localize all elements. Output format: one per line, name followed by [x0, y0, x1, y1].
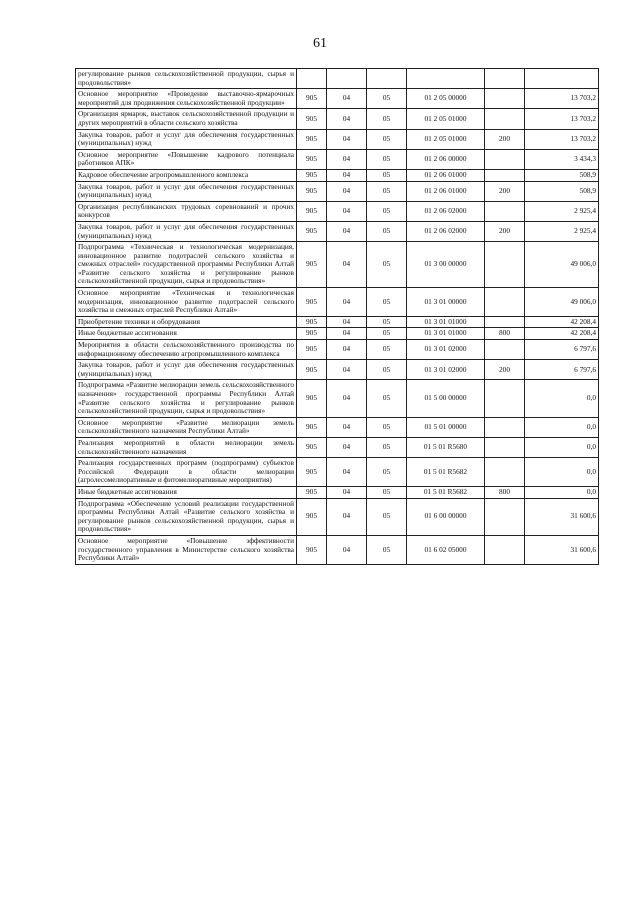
admin-code-cell: 905 — [297, 316, 327, 328]
subsection-code-cell: 05 — [367, 288, 407, 317]
expense-name-cell: Закупка товаров, работ и услуг для обеспечения государственных (муниципальных) нужд — [76, 360, 297, 380]
amount-cell: 6 797,6 — [525, 360, 599, 380]
subsection-code-cell: 05 — [367, 328, 407, 340]
section-code-cell: 04 — [327, 535, 367, 564]
amount-cell: 3 434,3 — [525, 149, 599, 169]
table-row — [76, 535, 599, 564]
expense-name-cell: Иные бюджетные ассигнования — [76, 486, 297, 498]
target-article-cell: 01 3 01 02000 — [407, 360, 485, 380]
section-code-cell: 04 — [327, 89, 367, 109]
table-row — [76, 360, 599, 380]
table-row — [76, 437, 599, 457]
section-code-cell: 04 — [327, 437, 367, 457]
admin-code-cell: 905 — [297, 417, 327, 437]
table-row — [76, 458, 599, 487]
expense-type-cell — [485, 498, 525, 535]
expense-type-cell — [485, 316, 525, 328]
subsection-code-cell — [367, 69, 407, 89]
admin-code-cell: 905 — [297, 328, 327, 340]
table-row — [76, 316, 599, 328]
expense-name-cell: Основное мероприятие «Повышение кадрового потенциала работников АПК» — [76, 149, 297, 169]
subsection-code-cell: 05 — [367, 129, 407, 149]
table-row — [76, 201, 599, 221]
amount-cell: 49 006,0 — [525, 242, 599, 288]
target-article-cell: 01 6 00 00000 — [407, 498, 485, 535]
table-row — [76, 486, 599, 498]
subsection-code-cell: 05 — [367, 169, 407, 181]
admin-code-cell: 905 — [297, 535, 327, 564]
subsection-code-cell: 05 — [367, 316, 407, 328]
subsection-code-cell: 05 — [367, 340, 407, 360]
amount-cell: 13 703,2 — [525, 129, 599, 149]
expense-type-cell — [485, 288, 525, 317]
subsection-code-cell: 05 — [367, 498, 407, 535]
section-code-cell — [327, 69, 367, 89]
admin-code-cell: 905 — [297, 129, 327, 149]
section-code-cell: 04 — [327, 498, 367, 535]
admin-code-cell: 905 — [297, 498, 327, 535]
amount-cell: 42 208,4 — [525, 316, 599, 328]
expense-type-cell — [485, 201, 525, 221]
target-article-cell: 01 5 01 R5682 — [407, 486, 485, 498]
section-code-cell: 04 — [327, 201, 367, 221]
amount-cell: 49 006,0 — [525, 288, 599, 317]
expense-type-cell: 800 — [485, 328, 525, 340]
amount-cell: 2 925,4 — [525, 201, 599, 221]
subsection-code-cell: 05 — [367, 89, 407, 109]
admin-code-cell: 905 — [297, 169, 327, 181]
target-article-cell: 01 2 06 01000 — [407, 169, 485, 181]
amount-cell: 31 600,6 — [525, 498, 599, 535]
expense-type-cell: 800 — [485, 486, 525, 498]
target-article-cell: 01 5 01 00000 — [407, 417, 485, 437]
section-code-cell: 04 — [327, 486, 367, 498]
table-row — [76, 149, 599, 169]
expense-type-cell — [485, 458, 525, 487]
page-number: 61 — [313, 36, 327, 51]
expense-type-cell — [485, 169, 525, 181]
admin-code-cell: 905 — [297, 360, 327, 380]
expense-type-cell — [485, 437, 525, 457]
target-article-cell: 01 3 00 00000 — [407, 242, 485, 288]
admin-code-cell: 905 — [297, 201, 327, 221]
admin-code-cell: 905 — [297, 242, 327, 288]
target-article-cell: 01 5 01 R5680 — [407, 437, 485, 457]
expense-name-cell: Подпрограмма «Развитие мелиорации земель сельскохозяйственного назначения» государственной программы Республики Алтай «Развитие сельского хозяйства и регулирование рынков сельскохозяйственной продукции, сырья и продовольствия» — [76, 380, 297, 417]
target-article-cell: 01 2 06 01000 — [407, 181, 485, 201]
subsection-code-cell: 05 — [367, 360, 407, 380]
table-row — [76, 69, 599, 89]
subsection-code-cell: 05 — [367, 437, 407, 457]
subsection-code-cell: 05 — [367, 535, 407, 564]
expense-type-cell — [485, 69, 525, 89]
amount-cell — [525, 69, 599, 89]
target-article-cell: 01 5 01 R5682 — [407, 458, 485, 487]
admin-code-cell: 905 — [297, 340, 327, 360]
table-row — [76, 109, 599, 129]
expense-name-cell: Приобретение техники и оборудования — [76, 316, 297, 328]
subsection-code-cell: 05 — [367, 149, 407, 169]
amount-cell: 0,0 — [525, 380, 599, 417]
admin-code-cell: 905 — [297, 181, 327, 201]
expense-name-cell: Организация республиканских трудовых соревнований и прочих конкурсов — [76, 201, 297, 221]
expense-name-cell: Основное мероприятие «Развитие мелиорации земель сельскохозяйственного назначения Республики Алтай» — [76, 417, 297, 437]
expense-name-cell: Закупка товаров, работ и услуг для обеспечения государственных (муниципальных) нужд — [76, 221, 297, 241]
budget-table — [75, 68, 599, 565]
subsection-code-cell: 05 — [367, 181, 407, 201]
amount-cell: 31 600,6 — [525, 535, 599, 564]
expense-type-cell — [485, 242, 525, 288]
table-row — [76, 288, 599, 317]
section-code-cell: 04 — [327, 181, 367, 201]
subsection-code-cell: 05 — [367, 417, 407, 437]
expense-type-cell: 200 — [485, 221, 525, 241]
expense-name-cell: регулирование рынков сельскохозяйственной продукции, сырья и продовольствия» — [76, 69, 297, 89]
expense-type-cell — [485, 417, 525, 437]
section-code-cell: 04 — [327, 458, 367, 487]
section-code-cell: 04 — [327, 221, 367, 241]
target-article-cell: 01 2 05 01000 — [407, 129, 485, 149]
expense-type-cell — [485, 149, 525, 169]
target-article-cell: 01 6 02 05000 — [407, 535, 485, 564]
amount-cell: 0,0 — [525, 437, 599, 457]
expense-name-cell: Закупка товаров, работ и услуг для обеспечения государственных (муниципальных) нужд — [76, 181, 297, 201]
expense-type-cell — [485, 340, 525, 360]
table-row — [76, 417, 599, 437]
target-article-cell: 01 5 00 00000 — [407, 380, 485, 417]
expense-name-cell: Мероприятия в области сельскохозяйственного производства по информационному обеспечению агропромышленного комплекса — [76, 340, 297, 360]
expense-name-cell: Подпрограмма «Техническая и технологическая модернизация, инновационное развитие подотраслей сельского хозяйства и смежных отраслей» государственной программы Республики Алтай «Развитие сельского хозяйства и регулирование рынков сельскохозяйственной продукции, сырья и продовольствия» — [76, 242, 297, 288]
amount-cell: 508,9 — [525, 181, 599, 201]
expense-name-cell: Реализация мероприятий в области мелиорации земель сельскохозяйственного назначения — [76, 437, 297, 457]
subsection-code-cell: 05 — [367, 242, 407, 288]
admin-code-cell: 905 — [297, 109, 327, 129]
expense-name-cell: Основное мероприятие «Техническая и технологическая модернизация, инновационное развитие подотраслей сельского хозяйства и смежных отраслей Республики Алтай» — [76, 288, 297, 317]
expense-type-cell — [485, 535, 525, 564]
admin-code-cell: 905 — [297, 437, 327, 457]
table-row — [76, 221, 599, 241]
expense-name-cell: Основное мероприятие «Проведение выставочно-ярмарочных мероприятий для продвижения сельскохозяйственной продукции» — [76, 89, 297, 109]
target-article-cell: 01 2 06 02000 — [407, 201, 485, 221]
target-article-cell — [407, 69, 485, 89]
amount-cell: 2 925,4 — [525, 221, 599, 241]
amount-cell: 13 703,2 — [525, 109, 599, 129]
budget-table-body — [76, 69, 599, 565]
expense-name-cell: Организация ярмарок, выставок сельскохозяйственной продукции и других мероприятий в области сельского хозяйства — [76, 109, 297, 129]
expense-type-cell — [485, 380, 525, 417]
table-row — [76, 328, 599, 340]
expense-name-cell: Закупка товаров, работ и услуг для обеспечения государственных (муниципальных) нужд — [76, 129, 297, 149]
section-code-cell: 04 — [327, 242, 367, 288]
amount-cell: 42 208,4 — [525, 328, 599, 340]
section-code-cell: 04 — [327, 316, 367, 328]
section-code-cell: 04 — [327, 169, 367, 181]
expense-name-cell: Иные бюджетные ассигнования — [76, 328, 297, 340]
expense-type-cell: 200 — [485, 181, 525, 201]
subsection-code-cell: 05 — [367, 201, 407, 221]
target-article-cell: 01 2 06 02000 — [407, 221, 485, 241]
target-article-cell: 01 3 01 00000 — [407, 288, 485, 317]
amount-cell: 508,9 — [525, 169, 599, 181]
target-article-cell: 01 2 05 01000 — [407, 109, 485, 129]
subsection-code-cell: 05 — [367, 109, 407, 129]
admin-code-cell: 905 — [297, 221, 327, 241]
table-row — [76, 380, 599, 417]
expense-type-cell — [485, 109, 525, 129]
target-article-cell: 01 3 01 01000 — [407, 328, 485, 340]
target-article-cell: 01 2 06 00000 — [407, 149, 485, 169]
subsection-code-cell: 05 — [367, 486, 407, 498]
admin-code-cell: 905 — [297, 458, 327, 487]
target-article-cell: 01 2 05 00000 — [407, 89, 485, 109]
admin-code-cell: 905 — [297, 380, 327, 417]
section-code-cell: 04 — [327, 380, 367, 417]
section-code-cell: 04 — [327, 340, 367, 360]
table-row — [76, 89, 599, 109]
amount-cell: 13 703,2 — [525, 89, 599, 109]
amount-cell: 0,0 — [525, 417, 599, 437]
amount-cell: 0,0 — [525, 486, 599, 498]
section-code-cell: 04 — [327, 328, 367, 340]
section-code-cell: 04 — [327, 129, 367, 149]
section-code-cell: 04 — [327, 360, 367, 380]
target-article-cell: 01 3 01 02000 — [407, 340, 485, 360]
expense-name-cell: Подпрограмма «Обеспечение условий реализации государственной программы Республики Алтай «Развитие сельского хозяйства и регулирование рынков сельскохозяйственной продукции, сырья и продовольствия» — [76, 498, 297, 535]
admin-code-cell: 905 — [297, 288, 327, 317]
section-code-cell: 04 — [327, 288, 367, 317]
table-row — [76, 340, 599, 360]
subsection-code-cell: 05 — [367, 380, 407, 417]
expense-type-cell: 200 — [485, 360, 525, 380]
section-code-cell: 04 — [327, 109, 367, 129]
amount-cell: 0,0 — [525, 458, 599, 487]
section-code-cell: 04 — [327, 149, 367, 169]
expense-name-cell: Основное мероприятие «Повышение эффективности государственного управления в Министерстве сельского хозяйства Республики Алтай» — [76, 535, 297, 564]
table-row — [76, 169, 599, 181]
expense-type-cell — [485, 89, 525, 109]
admin-code-cell: 905 — [297, 486, 327, 498]
section-code-cell: 04 — [327, 417, 367, 437]
expense-name-cell: Реализация государственных программ (подпрограмм) субъектов Российской Федерации в области мелиорации (агролесомелиоративные и фитомелиоративные мероприятия) — [76, 458, 297, 487]
target-article-cell: 01 3 01 01000 — [407, 316, 485, 328]
subsection-code-cell: 05 — [367, 458, 407, 487]
subsection-code-cell: 05 — [367, 221, 407, 241]
table-row — [76, 242, 599, 288]
expense-name-cell: Кадровое обеспечение агропромышленного комплекса — [76, 169, 297, 181]
table-row — [76, 129, 599, 149]
admin-code-cell: 905 — [297, 149, 327, 169]
admin-code-cell — [297, 69, 327, 89]
admin-code-cell: 905 — [297, 89, 327, 109]
amount-cell: 6 797,6 — [525, 340, 599, 360]
expense-type-cell: 200 — [485, 129, 525, 149]
table-row — [76, 498, 599, 535]
table-row — [76, 181, 599, 201]
